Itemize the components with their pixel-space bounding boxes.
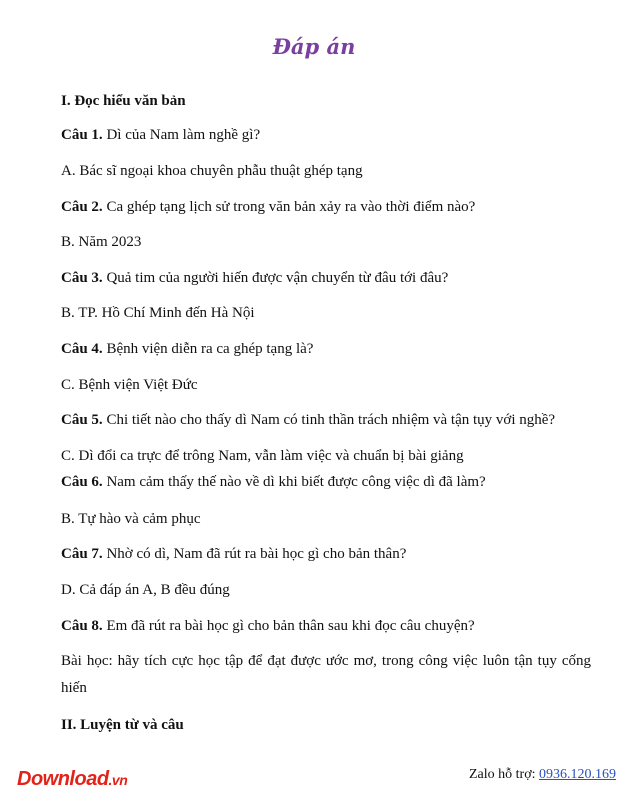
question-text: Nam cảm thấy thế nào về dì khi biết được công việc dì đã làm?: [102, 474, 486, 490]
question-5: [61, 411, 555, 429]
question-label: Câu 1.: [61, 127, 103, 143]
page-title: Đáp án: [272, 34, 356, 59]
answer-4: C. Bệnh viện Việt Đức: [61, 377, 198, 393]
download-logo[interactable]: [17, 768, 127, 791]
answer-6: B. Tự hào và cảm phục: [61, 511, 201, 527]
question-text: Chi tiết nào cho thấy dì Nam có tinh thần trách nhiệm và tận tụy với nghề?: [102, 412, 556, 428]
zalo-phone-link[interactable]: 0936.120.169: [539, 767, 616, 782]
question-3: [61, 269, 448, 287]
question-label: Câu 8.: [61, 618, 103, 634]
question-label: Câu 5.: [61, 412, 103, 428]
answer-2: B. Năm 2023: [61, 234, 142, 250]
answer-1: A. Bác sĩ ngoại khoa chuyên phẫu thuật ghép tạng: [61, 163, 363, 179]
answer-3: B. TP. Hồ Chí Minh đến Hà Nội: [61, 305, 255, 321]
question-2: [61, 198, 475, 216]
question-text: Em đã rút ra bài học gì cho bản thân sau khi đọc câu chuyện?: [102, 618, 475, 634]
answer-8: Bài học: hãy tích cực học tập để đạt được ước mơ, trong công việc luôn tận tụy cống hiến: [61, 653, 591, 696]
question-text: Ca ghép tạng lịch sử trong văn bản xảy ra vào thời điểm nào?: [102, 199, 476, 215]
section-heading-vocabulary: II. Luyện từ và câu: [61, 717, 184, 733]
question-label: Câu 4.: [61, 341, 103, 357]
answer-7: D. Cả đáp án A, B đều đúng: [61, 582, 230, 598]
question-8: [61, 617, 475, 635]
zalo-support: [469, 767, 616, 783]
question-text: Nhờ có dì, Nam đã rút ra bài học gì cho bản thân?: [102, 546, 407, 562]
question-1: [61, 126, 260, 144]
question-label: Câu 2.: [61, 199, 103, 215]
question-text: Bệnh viện diễn ra ca ghép tạng là?: [102, 341, 314, 357]
section-heading-reading: I. Đọc hiểu văn bản: [61, 93, 186, 109]
question-6: [61, 473, 486, 491]
logo-tld: .vn: [108, 772, 128, 788]
answer-5: C. Dì đổi ca trực để trông Nam, vẫn làm việc và chuẩn bị bài giảng: [61, 448, 464, 464]
zalo-label: Zalo hỗ trợ:: [469, 767, 539, 782]
question-7: [61, 545, 406, 563]
question-text: Quả tim của người hiến được vận chuyển từ đâu tới đâu?: [102, 270, 449, 286]
question-4: [61, 340, 313, 358]
question-label: Câu 3.: [61, 270, 103, 286]
question-text: Dì của Nam làm nghề gì?: [102, 127, 261, 143]
question-label: Câu 7.: [61, 546, 103, 562]
question-label: Câu 6.: [61, 474, 103, 490]
logo-wordmark: Download: [17, 768, 109, 790]
